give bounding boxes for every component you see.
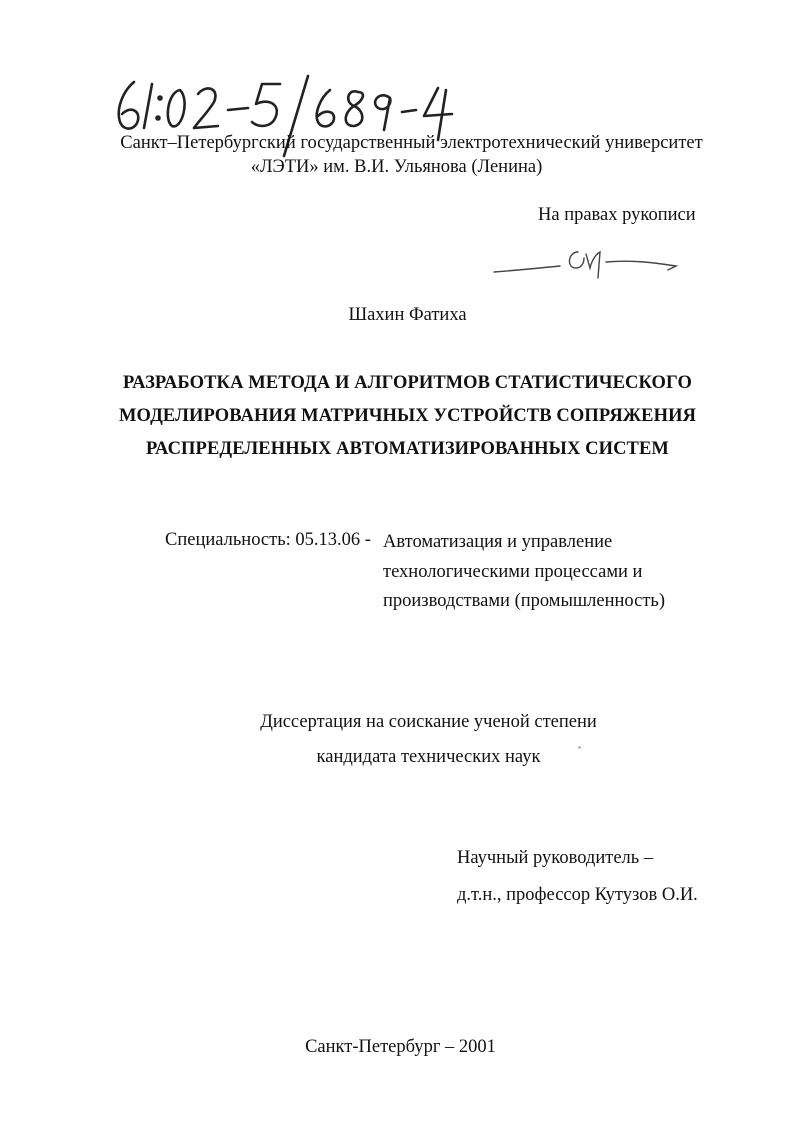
scientific-advisor (457, 840, 698, 914)
specialty-line: технологическими процессами и (383, 561, 643, 582)
specialty-description (383, 528, 665, 617)
specialty-line: Автоматизация и управление (383, 532, 613, 552)
advisor-line2: д.т.н., профессор Кутузов О.И. (457, 885, 698, 905)
specialty-label: Специальность: 05.13.06 - (165, 530, 371, 550)
author-name: Шахин Фатиха (348, 305, 467, 325)
advisor-line1: Научный руководитель – (457, 848, 654, 868)
degree-line1: Диссертация на соискание ученой степени (260, 712, 597, 732)
dissertation-degree (0, 705, 793, 775)
degree-line2: кандидата технических наук (316, 747, 541, 767)
university-name-line1: Санкт–Петербургский государственный электротехнический университет (120, 133, 703, 153)
title-line: РАСПРЕДЕЛЕННЫХ АВТОМАТИЗИРОВАННЫХ СИСТЕМ (146, 439, 669, 459)
title-line: МОДЕЛИРОВАНИЯ МАТРИЧНЫХ УСТРОЙСТВ СОПРЯЖЕНИЯ (118, 406, 697, 426)
university-name-line2: «ЛЭТИ» им. В.И. Ульянова (Ленина) (250, 157, 543, 177)
specialty-line: производствами (промышленность) (383, 591, 666, 611)
city-year: Санкт-Петербург – 2001 (305, 1037, 496, 1057)
signature-graphic (490, 240, 685, 280)
title-line: РАЗРАБОТКА МЕТОДА И АЛГОРИТМОВ СТАТИСТИЧЕСКОГО (123, 373, 692, 393)
signature (490, 240, 685, 280)
dissertation-title (0, 367, 793, 466)
scan-speck (578, 746, 581, 749)
rights-notice: На правах рукописи (538, 205, 696, 225)
